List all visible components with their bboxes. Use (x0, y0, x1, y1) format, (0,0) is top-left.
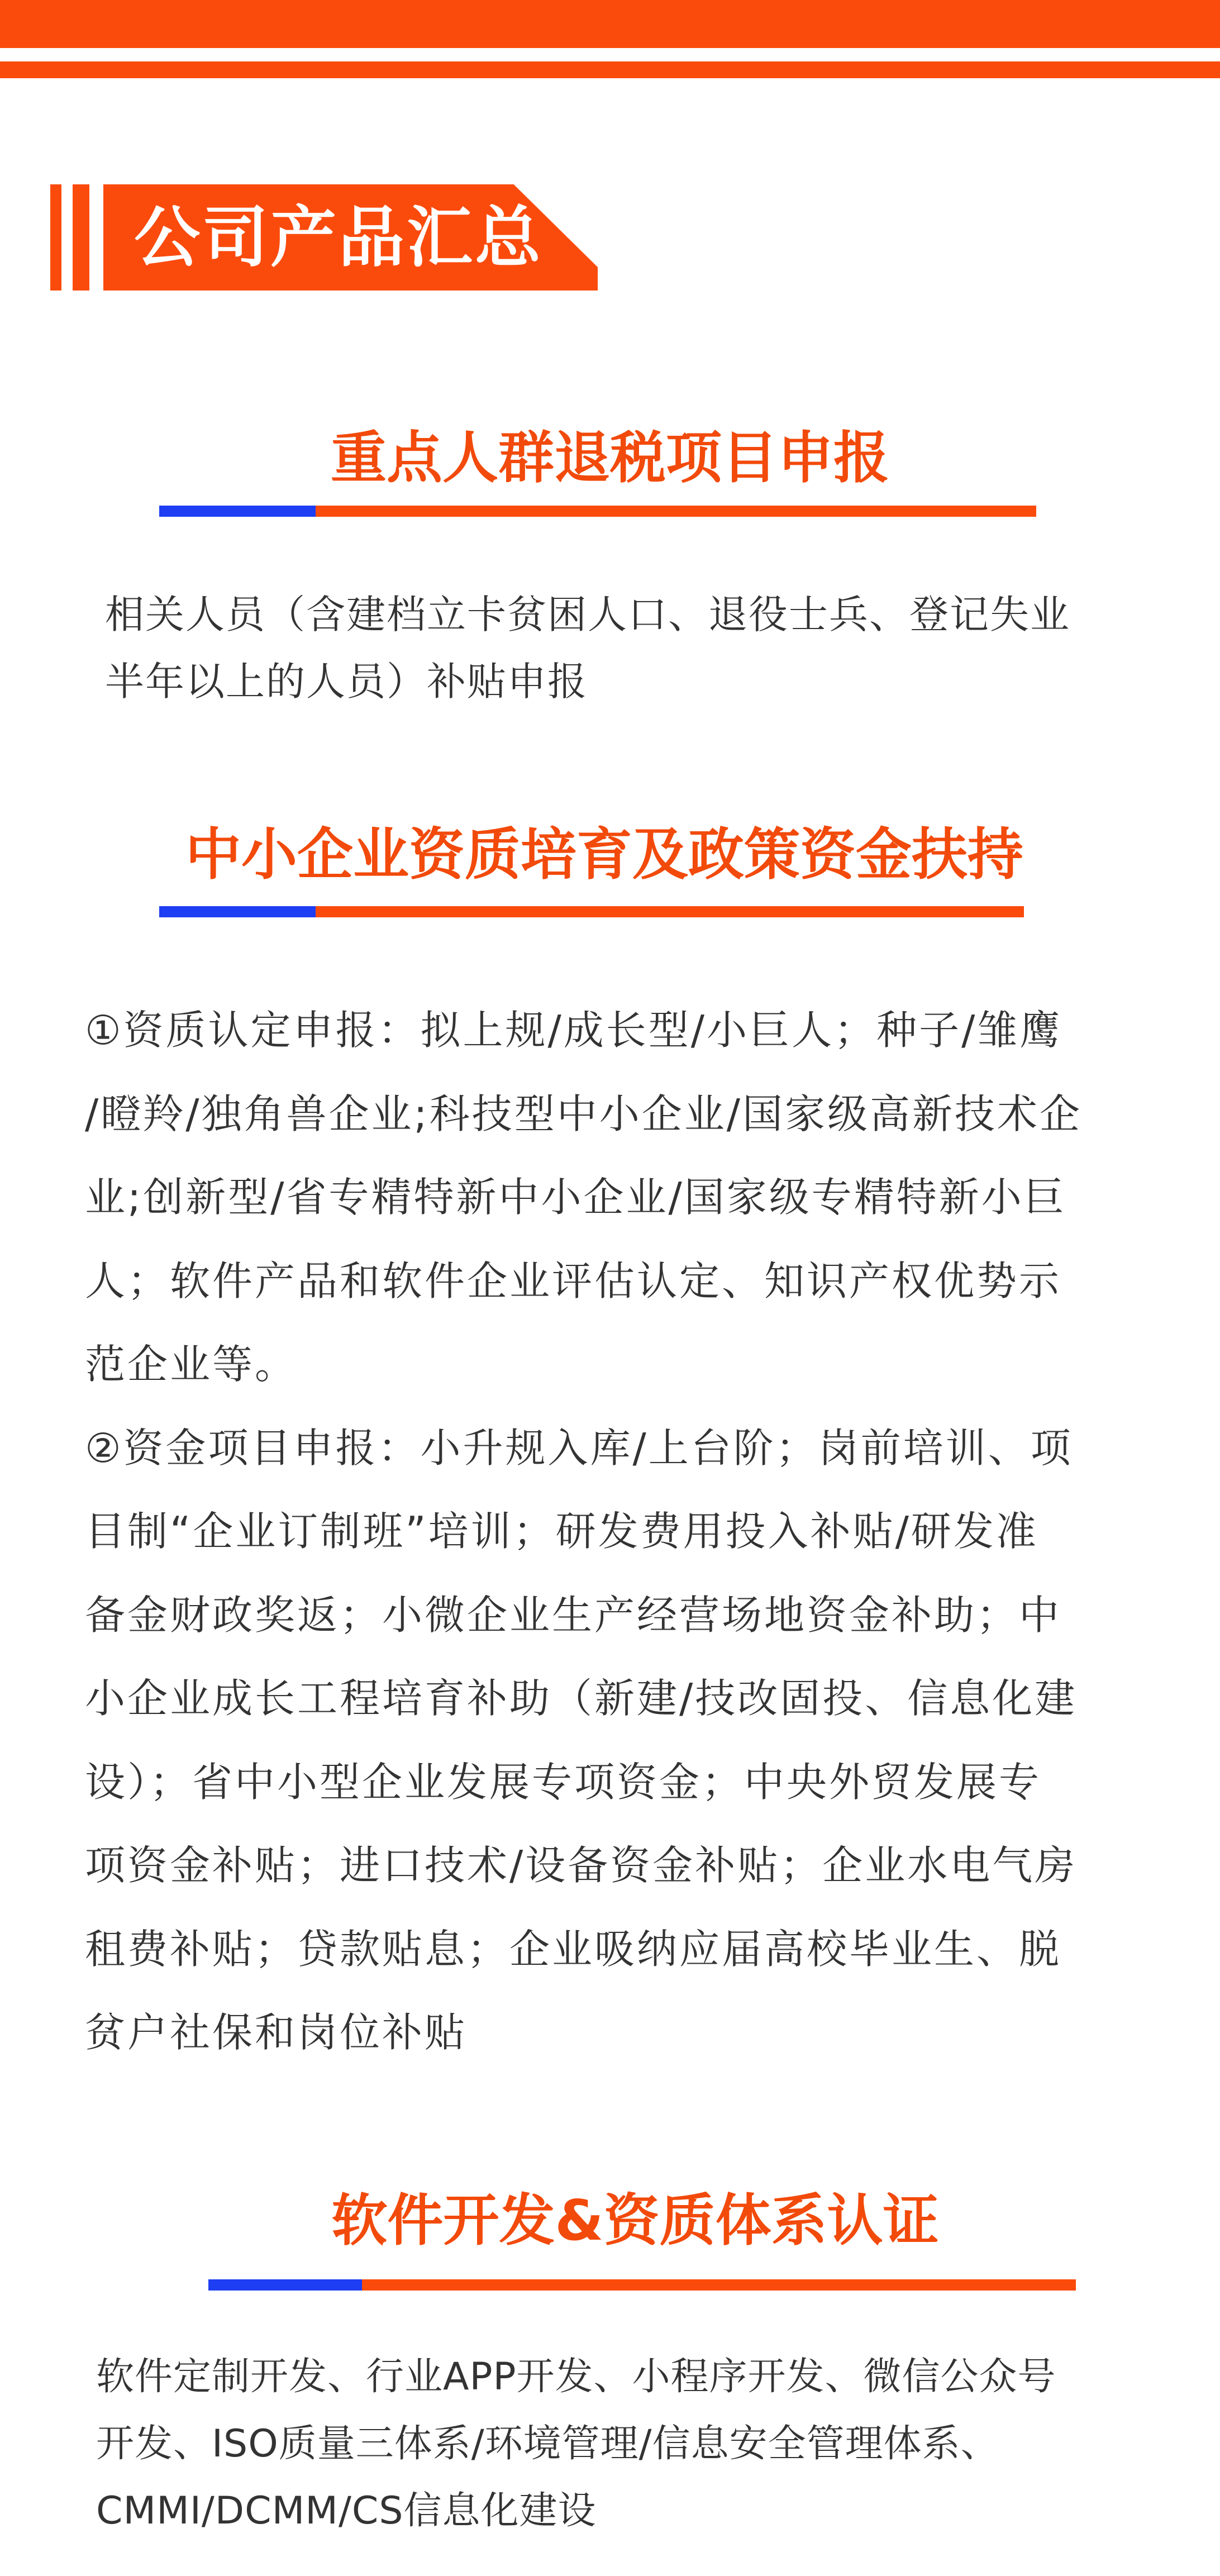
banner-title: 公司产品汇总 (134, 199, 544, 276)
body-line: 半年以上的人员）补贴申报 (105, 659, 588, 704)
body-line: 备金财政奖返；小微企业生产经营场地资金补助；中 (85, 1591, 1062, 1639)
underline-blue-segment (159, 506, 316, 517)
underline-orange-segment (362, 2279, 1076, 2291)
body-line: 小企业成长工程培育补助（新建/技改固投、信息化建 (85, 1675, 1078, 1722)
section-body-software-dev (96, 2344, 1056, 2545)
section-body-tax-refund (105, 581, 1070, 715)
section-title-sme-support: 中小企业资质培育及政策资金扶持 (185, 822, 1023, 887)
underline-orange-segment (316, 906, 1024, 917)
body-line: 贫户社保和岗位补贴 (85, 2009, 468, 2056)
body-line: 相关人员（含建档立卡贫困人口、退役士兵、登记失业 (105, 592, 1070, 637)
underline-blue-segment (159, 906, 316, 917)
body-line: ①资质认定申报：拟上规/成长型/小巨人；种子/雏鹰 (85, 1007, 1062, 1054)
body-line: 目制“企业订制班”培训；研发费用投入补贴/研发准 (85, 1508, 1038, 1555)
underline-orange-segment (316, 506, 1036, 517)
body-line: 人；软件产品和软件企业评估认定、知识产权优势示 (85, 1257, 1062, 1304)
top-accent-stripe (0, 61, 1220, 78)
body-line: ②资金项目申报：小升规入库/上台阶；岗前培训、项 (85, 1424, 1073, 1472)
underline-blue-segment (208, 2279, 362, 2291)
body-line: 项资金补贴；进口技术/设备资金补贴；企业水电气房 (85, 1842, 1078, 1889)
body-line: 业;创新型/省专精特新中小企业/国家级专精特新小巨 (85, 1174, 1066, 1221)
section-underline (159, 906, 1024, 917)
section-title-software-dev: 软件开发&资质体系认证 (331, 2188, 939, 2253)
banner-stripe-2 (73, 184, 89, 291)
body-line: /瞪羚/独角兽企业;科技型中小企业/国家级高新技术企 (85, 1090, 1083, 1137)
body-line: 租费补贴；贷款贴息；企业吸纳应届高校毕业生、脱 (85, 1925, 1062, 1973)
banner-stripe-1 (50, 184, 61, 291)
body-line: 设）；省中小型企业发展专项资金；中央外贸发展专 (85, 1758, 1042, 1806)
body-line: 范企业等。 (85, 1341, 298, 1388)
body-line: CMMI/DCMM/CS信息化建设 (96, 2489, 597, 2533)
body-line: 开发、ISO质量三体系/环境管理/信息安全管理体系、 (96, 2422, 999, 2466)
section-underline (208, 2279, 1076, 2291)
section-body-sme-support (85, 989, 1082, 2075)
body-line: 软件定制开发、行业APP开发、小程序开发、微信公众号 (96, 2355, 1056, 2399)
section-title-tax-refund: 重点人群退税项目申报 (331, 425, 889, 491)
section-underline (159, 506, 1036, 517)
top-accent-bar (0, 0, 1220, 48)
